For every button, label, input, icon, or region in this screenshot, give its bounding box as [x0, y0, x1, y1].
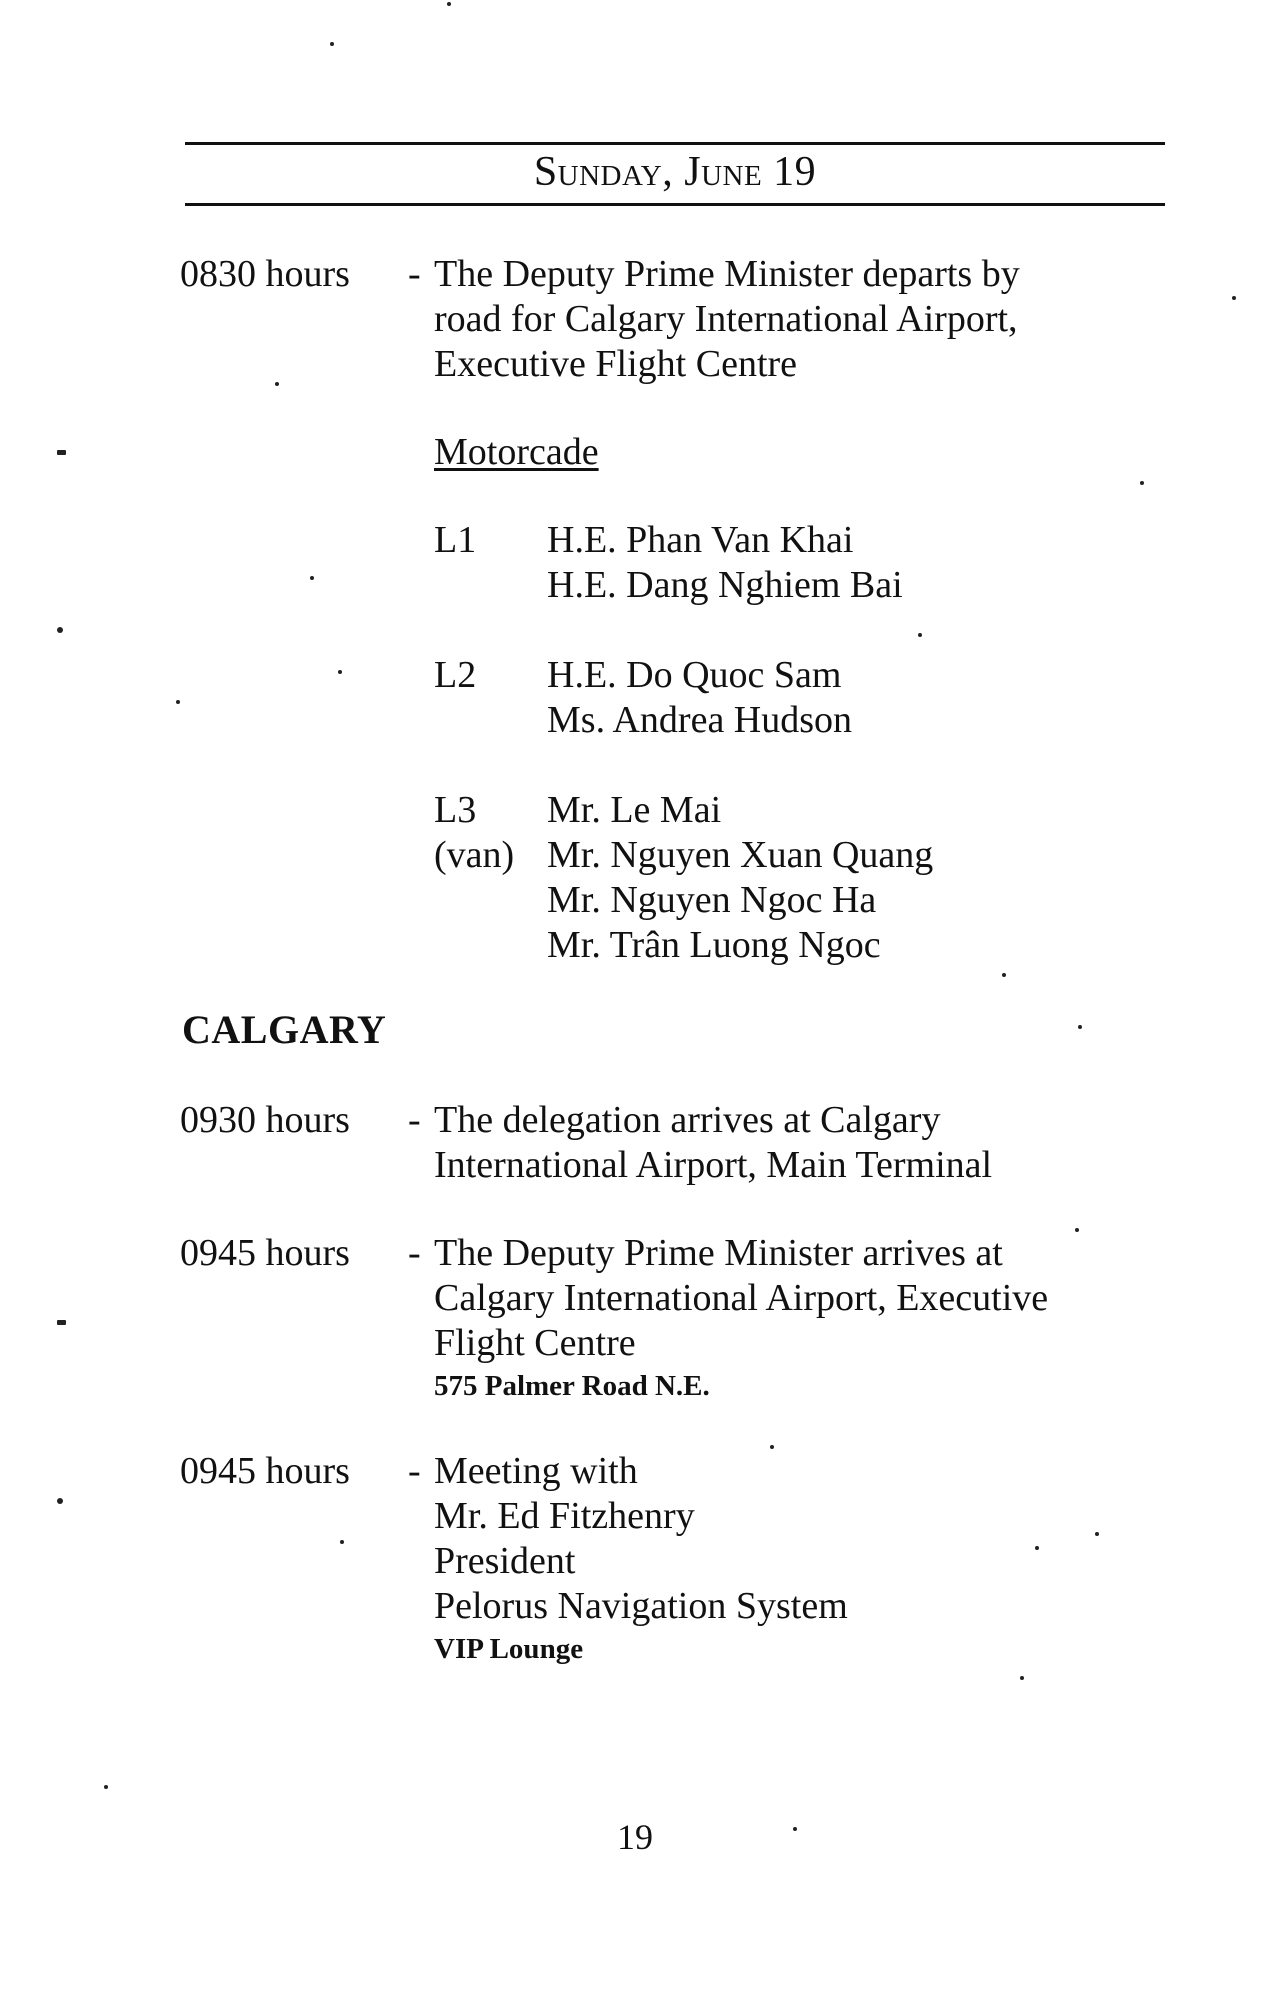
scan-speck	[338, 670, 342, 674]
entry-description	[434, 252, 1154, 387]
car-label: L1	[434, 519, 477, 561]
scan-speck	[447, 2, 451, 6]
scan-speck	[1095, 1532, 1099, 1536]
entry-line: Flight Centre	[434, 1322, 636, 1364]
header-bottom-rule	[185, 203, 1165, 206]
entry-line: The delegation arrives at Calgary	[434, 1099, 941, 1141]
page-number: 19	[617, 1817, 653, 1857]
scan-speck	[104, 1785, 108, 1789]
car-passengers	[547, 788, 933, 968]
scan-speck	[57, 450, 66, 455]
passenger-name: H.E. Dang Nghiem Bai	[547, 564, 903, 606]
scan-speck	[57, 1498, 63, 1504]
passenger-name: Mr. Trân Luong Ngoc	[547, 924, 881, 966]
entry-time: 0945 hours	[180, 1232, 350, 1274]
scan-speck	[793, 1827, 797, 1831]
entry-description	[434, 1231, 1154, 1404]
scan-speck	[340, 1540, 344, 1544]
passenger-name: H.E. Do Quoc Sam	[547, 654, 842, 696]
entry-time: 0945 hours	[180, 1450, 350, 1492]
entry-line: Pelorus Navigation System	[434, 1585, 848, 1627]
entry-dash: -	[408, 253, 421, 295]
passenger-name: Ms. Andrea Hudson	[547, 699, 853, 741]
entry-time: 0830 hours	[180, 253, 350, 295]
section-heading-calgary: CALGARY	[182, 1007, 387, 1052]
car-label: L3	[434, 789, 477, 831]
page-header-title: Sunday, June 19	[533, 149, 817, 195]
entry-line: International Airport, Main Terminal	[434, 1144, 993, 1186]
entry-description	[434, 1098, 1154, 1188]
car-label: L2	[434, 654, 477, 696]
motorcade-title: Motorcade	[434, 431, 599, 473]
entry-line: The Deputy Prime Minister departs by	[434, 253, 1020, 295]
car-vehicle-note: (van)	[434, 834, 515, 876]
entry-dash: -	[408, 1099, 421, 1141]
scan-speck	[57, 627, 63, 633]
entry-line: Executive Flight Centre	[434, 343, 798, 385]
entry-line: Meeting with	[434, 1450, 638, 1492]
scan-speck	[330, 42, 334, 46]
scan-speck	[1075, 1228, 1079, 1232]
scan-speck	[1002, 973, 1006, 977]
entry-description	[434, 1449, 1154, 1667]
passenger-name: Mr. Nguyen Ngoc Ha	[547, 879, 877, 921]
entry-line: Mr. Ed Fitzhenry	[434, 1495, 695, 1537]
car-passengers	[547, 518, 903, 608]
scan-speck	[1232, 296, 1236, 300]
passenger-name: Mr. Nguyen Xuan Quang	[547, 834, 934, 876]
entry-line: The Deputy Prime Minister arrives at	[434, 1232, 1003, 1274]
entry-time: 0930 hours	[180, 1099, 350, 1141]
entry-location: 575 Palmer Road N.E.	[434, 1370, 710, 1402]
entry-dash: -	[408, 1232, 421, 1274]
scan-speck	[1078, 1025, 1082, 1029]
scan-speck	[275, 382, 279, 386]
passenger-name: H.E. Phan Van Khai	[547, 519, 854, 561]
scan-speck	[1140, 481, 1144, 485]
scan-speck	[57, 1320, 66, 1325]
entry-line: President	[434, 1540, 576, 1582]
scan-speck	[1035, 1546, 1039, 1550]
scan-speck	[918, 633, 922, 637]
scan-speck	[770, 1445, 774, 1449]
entry-line: road for Calgary International Airport,	[434, 298, 1018, 340]
scan-speck	[310, 576, 314, 580]
passenger-name: Mr. Le Mai	[547, 789, 722, 831]
entry-dash: -	[408, 1450, 421, 1492]
car-passengers	[547, 653, 852, 743]
entry-location: VIP Lounge	[434, 1633, 584, 1665]
scan-speck	[1020, 1676, 1024, 1680]
entry-line: Calgary International Airport, Executive	[434, 1277, 1049, 1319]
scan-speck	[176, 700, 180, 704]
